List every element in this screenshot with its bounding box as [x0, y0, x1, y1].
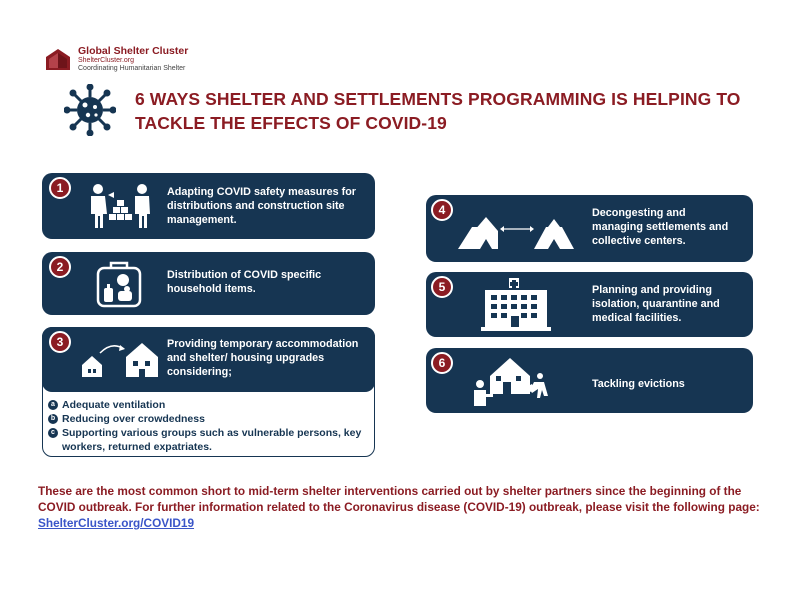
card-6-line: Tackling evictions: [592, 378, 685, 390]
card-6: [426, 348, 753, 413]
card-1-line: distributions and construction site: [167, 200, 345, 212]
card-5-line: Planning and providing: [592, 284, 712, 296]
logo-url: ShelterCluster.org: [78, 57, 135, 65]
logo-tagline: Coordinating Humanitarian Shelter: [78, 65, 186, 73]
list-item: [48, 412, 368, 426]
people-distribution-icon: [86, 183, 152, 229]
card-5-number: 5: [431, 276, 453, 298]
card-6-number: 6: [431, 352, 453, 374]
card-1-line: management.: [167, 214, 237, 226]
page-title: [135, 87, 775, 135]
footer-text: These are the most common short to mid-term shelter interventions carried out by shelter partners since the beginning of the COVID outbreak. For further information related to the Coronavirus disease (COVID-19) outbreak, please visit the following page:: [38, 484, 760, 514]
card-2-line: Distribution of COVID specific: [167, 269, 322, 281]
bullet-b: b: [48, 414, 58, 424]
card-3-text: [167, 337, 372, 379]
card-5-text: [592, 283, 747, 325]
card-3-number: 3: [49, 331, 71, 353]
card-2-line: household items.: [167, 283, 256, 295]
list-item: [48, 426, 368, 454]
virus-icon: [64, 84, 116, 136]
card-1-line: Adapting COVID safety measures for: [167, 186, 356, 198]
card-5-line: medical facilities.: [592, 312, 682, 324]
card-5-line: isolation, quarantine and: [592, 298, 720, 310]
covid-page-link[interactable]: ShelterCluster.org/COVID19: [38, 516, 195, 530]
card-4: [426, 195, 753, 262]
list-item-text: Adequate ventilation: [62, 399, 166, 411]
card-2-number: 2: [49, 256, 71, 278]
bullet-a: a: [48, 400, 58, 410]
card-3-line: Providing temporary accommodation: [167, 338, 359, 350]
card-4-line: collective centers.: [592, 235, 686, 247]
eviction-icon: [470, 354, 552, 408]
card-3-line: considering;: [167, 366, 232, 378]
card-4-line: managing settlements and: [592, 221, 729, 233]
tents-decongest-icon: [456, 207, 576, 253]
house-upgrade-icon: [78, 341, 160, 381]
list-item-text: Reducing over crowdedness: [62, 413, 205, 425]
footer-note: [38, 483, 764, 531]
title-line-1: 6 WAYS SHELTER AND SETTLEMENTS PROGRAMMING IS HELPING TO: [135, 89, 741, 109]
card-2-text: [167, 268, 367, 296]
card-3: [42, 327, 375, 392]
bullet-c: c: [48, 428, 58, 438]
list-item-text: Supporting various groups such as vulnerable persons, key workers, returned expatriates.: [62, 427, 362, 453]
card-1-number: 1: [49, 177, 71, 199]
logo-name: Global Shelter Cluster: [78, 44, 189, 57]
hygiene-kit-icon: [94, 258, 144, 310]
title-line-2: TACKLE THE EFFECTS OF COVID-19: [135, 113, 447, 133]
hospital-icon: [481, 278, 551, 332]
card-1: [42, 173, 375, 239]
card-6-text: [592, 377, 747, 391]
card-2: [42, 252, 375, 315]
card-4-number: 4: [431, 199, 453, 221]
card-4-line: Decongesting and: [592, 207, 686, 219]
house-logo-icon: [44, 47, 72, 71]
card-4-text: [592, 206, 747, 248]
logo: [44, 45, 188, 73]
card-1-text: [167, 185, 367, 227]
list-item: [48, 398, 368, 412]
card-5: [426, 272, 753, 337]
card-3-line: and shelter/ housing upgrades: [167, 352, 325, 364]
card-3-sublist: [48, 398, 368, 454]
